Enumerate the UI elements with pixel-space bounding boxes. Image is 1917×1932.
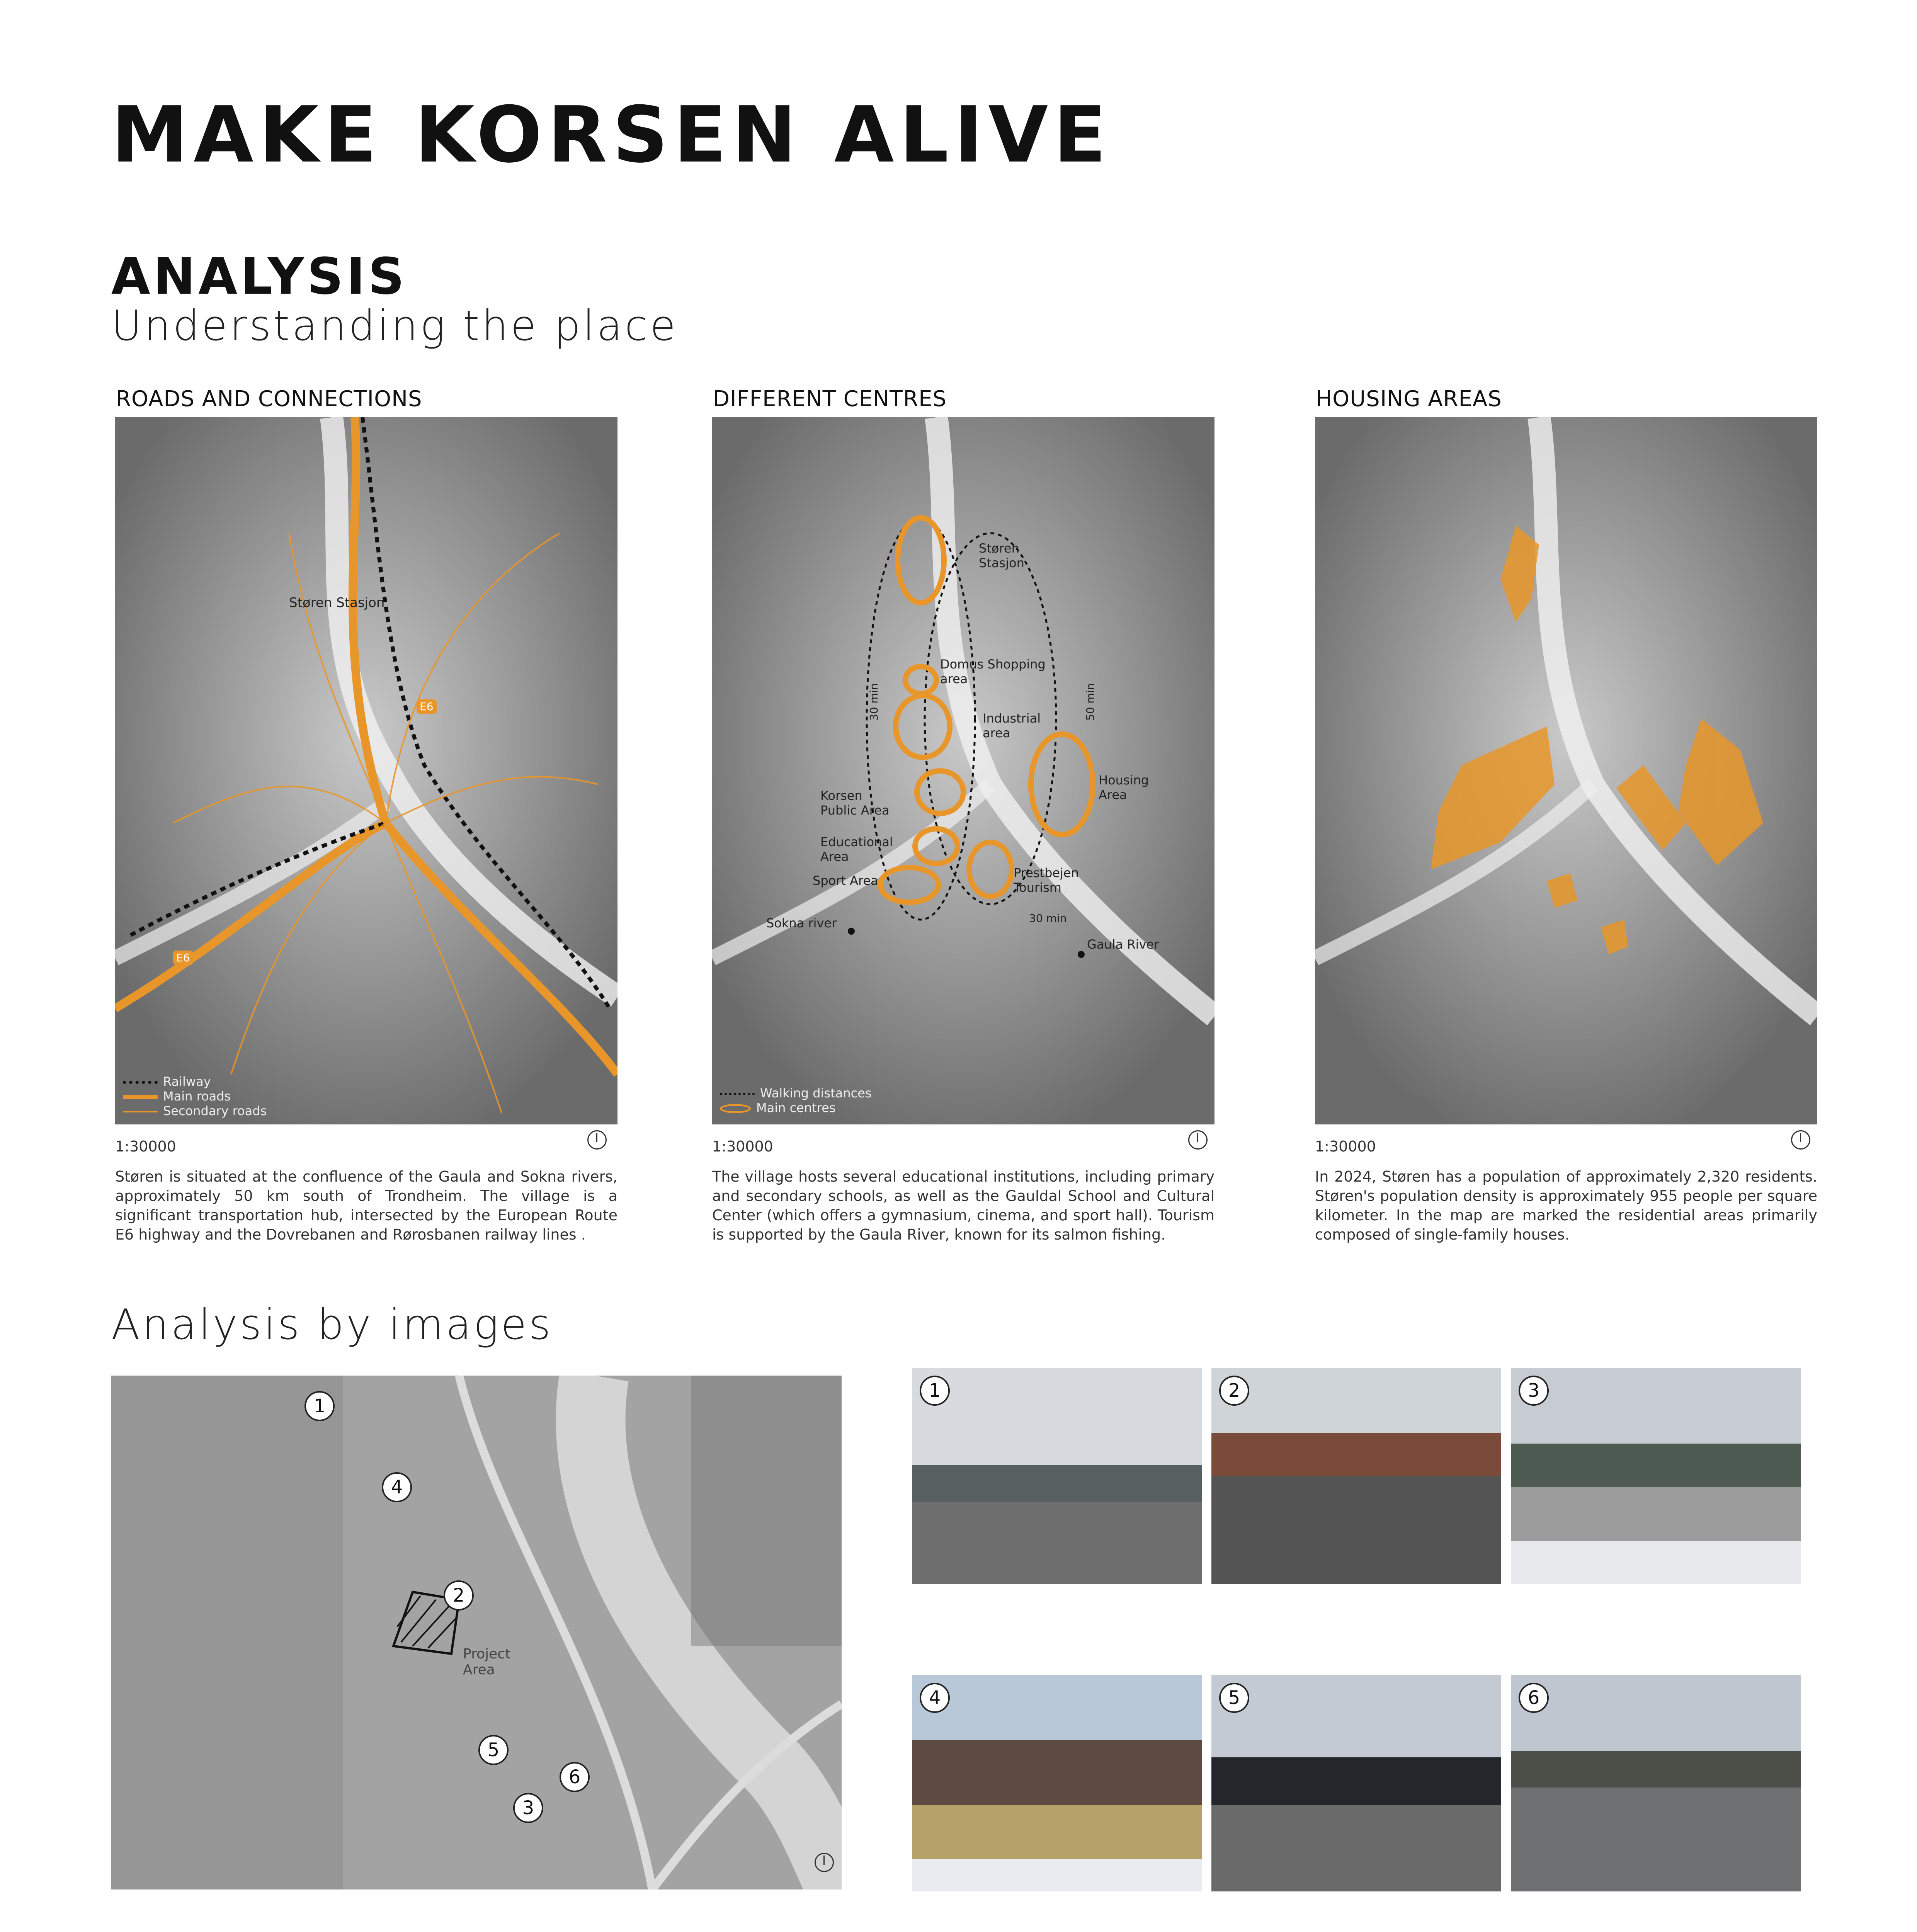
map-centres-label-industrial: Industrial area: [983, 711, 1041, 740]
map-roads-scale: 1:30000: [115, 1138, 176, 1155]
legend-item-secondary-roads: Secondary roads: [123, 1104, 267, 1118]
legend-item-main-roads: Main roads: [123, 1089, 267, 1104]
map-roads-drawing: [115, 417, 617, 1124]
north-arrow-icon: [815, 1853, 834, 1872]
section-heading: ANALYSIS: [111, 247, 408, 306]
photo-3: [1511, 1368, 1801, 1584]
section-subtitle: Understanding the place: [111, 302, 678, 350]
photo-number-5: 5: [1219, 1683, 1249, 1713]
map-centres-label-walk-3: 30 min: [1029, 912, 1067, 925]
map-roads-label-station: Støren Stasjon: [289, 595, 385, 611]
map-marker-3: 3: [513, 1793, 543, 1823]
map-marker-1: 1: [304, 1391, 335, 1421]
legend-item-railway: Railway: [123, 1074, 267, 1089]
map-roads-text: Støren is situated at the confluence of the Gaula and Sokna rivers, approximately 50 km south of Trondheim. The village is a significant transportation hub, intersected by the European Route E6 highway and the Dovrebanen and Rørosbanen railway lines .: [115, 1168, 617, 1243]
photo-number-3: 3: [1519, 1376, 1549, 1406]
map-centres-label-housing: Housing Area: [1099, 773, 1149, 802]
aerial-map-drawing: [111, 1376, 842, 1889]
map-centres-text: The village hosts several educational institutions, including primary and secondary schools, as well as the Gauldal School and Cultural Center (which offers a gymnasium, cinema, and sport hall). Tourism is supported by the Gaula River, known for its salmon fishing.: [712, 1168, 1214, 1243]
map-centres-heading: DIFFERENT CENTRES: [713, 386, 947, 412]
map-centres: [712, 417, 1214, 1124]
map-centres-label-educational: Educational Area: [820, 835, 893, 864]
north-arrow-icon: [587, 1130, 607, 1150]
map-housing-heading: HOUSING AREAS: [1316, 386, 1502, 412]
legend-item-centres: Main centres: [720, 1100, 872, 1115]
photo-2: [1211, 1368, 1501, 1584]
photo-number-2: 2: [1219, 1376, 1249, 1406]
page-title: MAKE KORSEN ALIVE: [111, 90, 1112, 180]
map-centres-label-gaula: Gaula River: [1087, 937, 1159, 952]
map-centres-legend: [720, 1086, 872, 1115]
map-marker-2: 2: [444, 1580, 474, 1611]
map-roads-label-e6-1: E6: [417, 699, 437, 714]
photo-1: [912, 1368, 1202, 1584]
map-centres-label-tourism: Prestbejen Tourism: [1014, 866, 1079, 895]
photo-number-6: 6: [1519, 1683, 1549, 1713]
aerial-map: [111, 1376, 842, 1889]
map-housing-text: In 2024, Støren has a population of approximately 2,320 residents. Støren's population density is approximately 955 people per square kilometer. In the map are marked the residential areas primarily composed of single-family houses.: [1315, 1168, 1817, 1243]
images-section-title: Analysis by images: [111, 1301, 553, 1349]
map-roads: [115, 417, 617, 1124]
photo-number-1: 1: [920, 1376, 950, 1406]
legend-item-walking: Walking distances: [720, 1086, 872, 1100]
map-roads-legend: [123, 1074, 267, 1118]
map-housing-scale: 1:30000: [1315, 1138, 1376, 1155]
map-marker-5: 5: [478, 1735, 509, 1765]
map-marker-4: 4: [382, 1472, 412, 1502]
map-housing-drawing: [1315, 417, 1817, 1124]
map-centres-label-sokna: Sokna river: [766, 916, 837, 930]
photo-6: [1511, 1675, 1801, 1891]
map-marker-6: 6: [560, 1762, 590, 1792]
map-centres-drawing: [712, 417, 1214, 1124]
photo-5: [1211, 1675, 1501, 1891]
project-area-label: Project Area: [463, 1646, 511, 1678]
map-roads-label-e6-2: E6: [173, 951, 193, 965]
map-roads-heading: ROADS AND CONNECTIONS: [116, 386, 422, 412]
map-centres-scale: 1:30000: [712, 1138, 773, 1155]
photo-number-4: 4: [920, 1683, 950, 1713]
map-housing: [1315, 417, 1817, 1124]
map-centres-label-shopping: Domus Shopping area: [940, 657, 1046, 686]
photo-4: [912, 1675, 1202, 1891]
map-centres-label-korsen: Korsen Public Area: [820, 788, 890, 818]
north-arrow-icon: [1188, 1130, 1208, 1150]
map-centres-label-walk-1: 30 min: [867, 683, 881, 721]
map-centres-label-walk-2: 50 min: [1084, 683, 1097, 721]
north-arrow-icon: [1791, 1130, 1810, 1150]
map-centres-label-station: Støren Stasjon: [979, 541, 1024, 570]
map-centres-label-sport: Sport Area: [813, 873, 878, 888]
